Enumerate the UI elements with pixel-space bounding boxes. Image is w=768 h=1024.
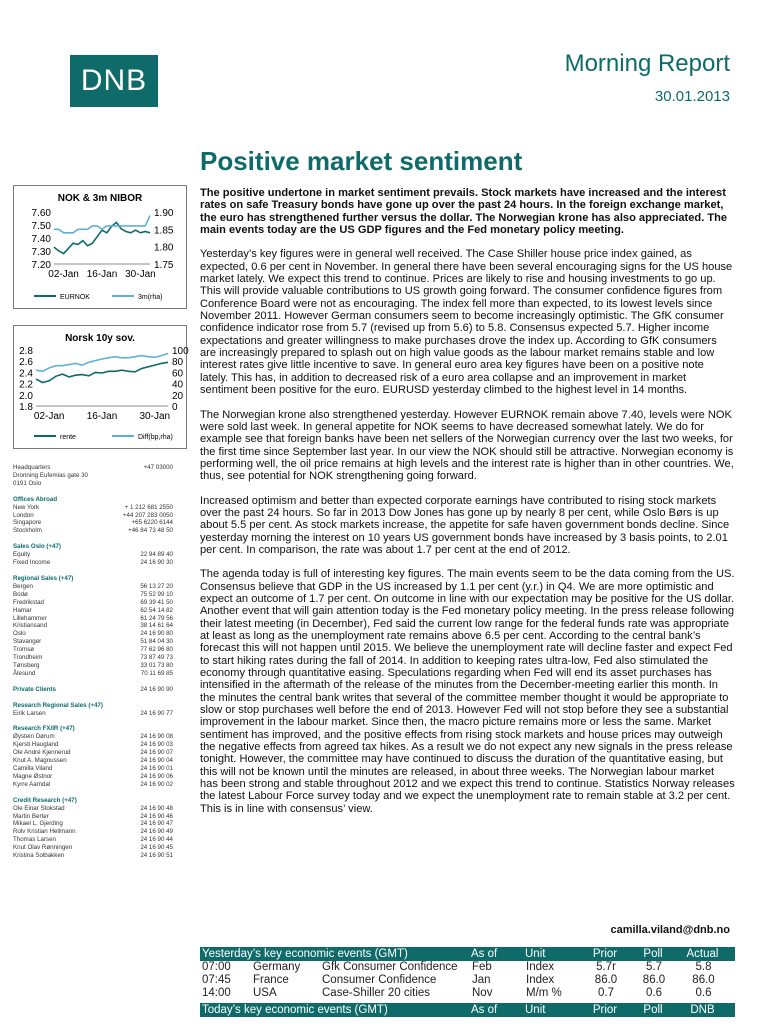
contact-phone: 38 14 61 64 (140, 622, 173, 630)
chart-title: NOK & 3m NIBOR (57, 193, 143, 204)
col-prior: Prior (592, 948, 618, 960)
contact-row (13, 638, 173, 646)
contact-phone: 24 16 90 04 (140, 757, 173, 765)
contact-name: Bergen (13, 582, 33, 590)
contact-phone: 24 16 90 03 (140, 741, 173, 749)
event-name: Case-Shiller 20 cities (322, 987, 431, 999)
contact-phone: +65 6220 6144 (131, 519, 173, 527)
event-row (200, 961, 735, 974)
contact-row (13, 551, 173, 559)
contact-row (13, 519, 173, 527)
event-actual: 0.6 (695, 987, 712, 999)
legend-label: Diff(bp,rha) (138, 434, 173, 441)
chart-title: Norsk 10y sov. (65, 333, 135, 344)
contact-phone: 24 16 90 08 (140, 733, 173, 741)
y-left-tick: 7.60 (31, 208, 51, 219)
contact-phone: 62 54 14 82 (140, 606, 173, 614)
chart-nok-nibor (13, 185, 187, 309)
contact-name: Ole Einar Stokstad (13, 804, 65, 812)
contact-phone: 22 94 89 40 (140, 551, 173, 559)
contact-name: Ole André Kjennerud (13, 749, 71, 757)
contact-phone: 73 87 49 73 (140, 654, 173, 662)
event-country: Germany (253, 961, 301, 973)
y-left-tick: 2.0 (19, 390, 33, 402)
y-left-tick: 2.6 (19, 357, 33, 369)
contact-name: Fixed Income (13, 559, 51, 567)
headquarters-label: Headquarters (13, 464, 51, 471)
contact-row (13, 670, 173, 678)
contact-row (13, 686, 173, 694)
report-title: Morning Report (564, 50, 730, 77)
contact-name: Magne Østnor (13, 772, 53, 780)
contact-sidebar (13, 464, 173, 860)
contact-name: Kristiansand (13, 622, 48, 630)
contact-name: Lillehammer (13, 614, 47, 622)
contact-row (13, 662, 173, 670)
y-left-tick: 7.50 (31, 221, 51, 232)
contact-row (13, 710, 173, 718)
event-time: 07:00 (202, 961, 231, 973)
contact-row (13, 599, 173, 607)
contact-row (13, 646, 173, 654)
col-poll: Poll (643, 1004, 663, 1016)
contact-section-title: Sales Oslo (+47) (13, 543, 61, 551)
contact-phone: 24 16 90 48 (140, 804, 173, 812)
col-unit: Unit (525, 1004, 546, 1016)
contact-section-title: Research Regional Sales (+47) (13, 701, 103, 709)
chart-norsk-10y-svg (14, 326, 189, 448)
contact-row (13, 749, 173, 757)
contact-row (13, 607, 173, 615)
contact-phone: 24 16 90 07 (140, 749, 173, 757)
contact-name: Kristina Solbakken (13, 852, 65, 860)
contact-row (13, 836, 173, 844)
contact-name: Eirik Larsen (13, 709, 46, 717)
contact-row (13, 733, 173, 741)
article-paragraph: Increased optimism and better than expected corporate earnings have contributed to rising stock markets over the past 24 hours. So far in 2013 Dow Jones has gone up by nearly 8 per cent, while Oslo Børs is up about 5.5 per cent. As stock markets increase, the appetite for safe haven government bonds decline. Since yesterday morning the interest on 10 years US government bonds have increased by 3 basis points, to 2.01 per cent. In comparison, the rate was about 1.7 per cent at the end of 2012. (200, 494, 730, 556)
event-prior: 5.7r (596, 961, 616, 973)
contact-row (13, 504, 173, 512)
event-poll: 5.7 (646, 961, 662, 973)
contact-row (13, 622, 173, 630)
contact-name: New York (13, 503, 40, 511)
contact-phone: 24 16 90 77 (140, 709, 173, 717)
contact-name: Private Clients (13, 685, 56, 693)
today-header-title: Today’s key economic events (GMT) (202, 1004, 388, 1016)
article-paragraph: Yesterday’s key figures were in general well received. The Case Shiller house price index gained, as expected, 0.6 per cent in November. In general there have been several encouraging signs for the US house market lately. We expect this trend to continue. Prices are likely to rise and housing investments to go up. This will provide valuable contributions to US growth going forward. The consumer confidence figures from Conference Board were not as encouraging. The index fell more than expected, to its lowest levels since November 2011. However German consumers seem to become increasingly optimistic. The GfK consumer confidence indicator rose from 5.7 (revised up from 5.6) to 5.8. Consensus expected 5.7. Higher income expectations and greater willingness to make purchases drove the index up. According to GfK consumers are increasingly prepared to splash out on high value goods as the labour market remains stable and low interest rates give little incentive to save. In general euro area key figures have been on a positive note lately. This has, in addition to decreased risk of a euro area collapse and an improvement in market sentiment been positive for the euro. EURUSD yesterday climbed to the highest level in 14 months. (200, 248, 733, 397)
contact-name: Bodø (13, 590, 28, 598)
contact-phone: 24 16 90 01 (140, 765, 173, 772)
event-name: Gfk Consumer Confidence (322, 961, 458, 973)
event-unit: M/m % (526, 987, 562, 999)
contact-name: Stavanger (13, 638, 42, 646)
contact-phone: 61 24 79 56 (140, 614, 173, 622)
event-actual: 5.8 (695, 961, 712, 973)
contact-phone: 75 52 99 10 (140, 590, 173, 598)
y-right-tick: 80 (172, 357, 184, 369)
y-left-tick: 2.2 (19, 379, 33, 391)
contact-name: Oslo (13, 630, 26, 638)
x-tick: 02-Jan (48, 269, 79, 280)
y-left-tick: 1.8 (19, 402, 33, 413)
article-paragraph: The Norwegian krone also strengthened yesterday. However EURNOK remain above 7.40, levels were NOK were sold last week. In general appetite for NOK seems to have decreased somewhat lately. We do for example see that foreign banks have been net sellers of the Norwegian currency over the last two weeks, for the first time since September last year. In our view the NOK should still be attractive. Norwegian economy is performing well, the oil price remains at high levels and the interest rate is higher than in other countries. We, thus, see potential for NOK strengthening going forward. (200, 408, 734, 483)
series-line-0 (54, 222, 150, 253)
contact-name: Knut Olav Rønningen (13, 844, 73, 852)
y-right-tick: 40 (172, 379, 184, 391)
report-date: 30.01.2013 (654, 88, 730, 105)
contact-row (13, 512, 173, 520)
contact-phone: +44 207 283 0050 (122, 511, 173, 519)
event-name: Consumer Confidence (322, 974, 437, 986)
contact-name: Tromsø (13, 646, 35, 654)
key-events-table (200, 947, 735, 1017)
contact-name: Singapore (13, 519, 42, 527)
col-prior: Prior (592, 1004, 618, 1016)
contact-phone: 70 11 69 85 (140, 669, 173, 677)
contact-name: Hamar (13, 606, 32, 614)
contact-name: Kjersti Haugland (13, 741, 59, 749)
contact-phone: 24 16 90 02 (140, 780, 173, 788)
today-events-header (200, 1003, 735, 1017)
dnb-logo: DNB (70, 55, 158, 107)
y-right-tick: 1.90 (154, 208, 174, 219)
y-right-tick: 1.75 (154, 260, 174, 271)
legend-label: 3m(rha) (138, 294, 163, 301)
contact-phone: 24 16 90 06 (140, 772, 173, 780)
headquarters-row (13, 464, 173, 472)
contact-phone: 33 01 73 80 (140, 661, 173, 669)
contact-phone: + 1 212 681 2550 (124, 503, 173, 511)
headquarters-address: 0191 Oslo (13, 479, 42, 487)
contact-row (13, 852, 173, 860)
event-unit: Index (526, 961, 555, 973)
event-country: France (253, 974, 289, 986)
contact-row (13, 615, 173, 623)
y-left-tick: 2.4 (19, 368, 33, 380)
contact-phone: 24 16 90 80 (140, 630, 173, 638)
event-unit: Index (526, 974, 555, 986)
contact-phone: 24 16 90 90 (140, 685, 173, 693)
col-as-of: As of (471, 948, 498, 960)
col-dnb: DNB (690, 1004, 715, 1016)
author-email[interactable]: camilla.viland@dnb.no (610, 924, 730, 936)
contact-row (13, 844, 173, 852)
x-tick: 30-Jan (125, 269, 156, 280)
headquarters-phone: +47 03000 (143, 464, 173, 471)
x-tick: 02-Jan (33, 411, 65, 422)
main-article (200, 187, 735, 827)
contact-row (13, 757, 173, 765)
y-left-tick: 7.30 (31, 247, 51, 258)
contact-name: Camilla Viland (13, 765, 53, 772)
contact-row (13, 781, 173, 789)
y-right-tick: 1.85 (154, 225, 174, 237)
x-tick: 16-Jan (86, 269, 118, 280)
contact-phone: 24 16 90 47 (140, 820, 173, 828)
event-as-of: Feb (472, 961, 492, 973)
contact-phone: 24 16 90 45 (140, 844, 173, 852)
event-poll: 0.6 (646, 987, 662, 999)
contact-section-title: Offices Abroad (13, 495, 58, 503)
contact-phone: 24 16 90 46 (140, 812, 173, 820)
event-as-of: Nov (472, 987, 493, 999)
yesterday-header-title: Yesterday’s key economic events (GMT) (202, 948, 408, 960)
contact-row (13, 828, 173, 836)
y-left-tick: 2.8 (19, 346, 33, 357)
event-as-of: Jan (472, 974, 491, 986)
contact-section-title: Research FX/IR (+47) (13, 725, 75, 733)
lead-paragraph: The positive undertone in market sentiment prevails. Stock markets have increased and the interest rates on safe Treasury bonds have gone up over the past 24 hours. In the foreign exchange market, the euro has strengthened further versus the dollar. The Norwegian krone has also appreciated. The main events today are the US GDP figures and the Fed monetary policy meeting. (200, 187, 728, 237)
chart-norsk-10y (13, 325, 187, 449)
contact-row (13, 765, 173, 773)
y-left-tick: 7.40 (31, 234, 51, 245)
y-right-tick: 20 (172, 390, 184, 402)
contact-section-title: Regional Sales (+47) (13, 574, 74, 582)
y-left-tick: 7.20 (31, 260, 51, 271)
col-poll: Poll (643, 948, 663, 960)
contact-phone: 69 39 41 50 (140, 598, 173, 606)
col-actual: Actual (686, 948, 719, 960)
event-poll: 86.0 (642, 974, 666, 986)
headline: Positive market sentiment (200, 146, 523, 176)
chart-nok-nibor-svg (14, 186, 186, 308)
x-tick: 16-Jan (86, 411, 118, 422)
contact-name: Martin Berter (13, 812, 49, 820)
contact-row (13, 654, 173, 662)
contact-phone: 24 16 90 51 (140, 852, 173, 860)
series-line-1 (36, 353, 168, 371)
contact-name: Fredrikstad (13, 598, 44, 606)
contact-phone: 24 16 90 49 (140, 828, 173, 836)
contact-name: Stockholm (13, 527, 42, 535)
contact-phone: 77 62 96 80 (140, 646, 173, 654)
event-prior: 86.0 (594, 974, 618, 986)
contact-name: Equity (13, 551, 31, 559)
event-country: USA (253, 987, 277, 999)
contact-name: Ålesund (13, 669, 36, 677)
article-paragraph: The agenda today is full of interesting key figures. The main events seem to be the data coming from the US. Consensus believe that GDP in the US increased by 1.1 per cent (y.r.) in Q4. We are more optimistic and expect an outcome of 1.7 per cent. On outcome in line with our expectation may be positive for the US dollar. Another event that will gain attention today is the Fed monetary policy meeting. In the press release following their latest meeting (in December), Fed said the current low range for the federal funds rate was appropriate at least as long as the unemployment rate remains above 6.5 per cent. According to the central bank’s forecast this will not happen until 2015. We believe the unemployment rate will decline faster and expect Fed to start hiking rates during the fall of 2014. In addition to keeping rates ultra-low, Fed also stimulated the economy through quantitative easing. Speculations regarding when Fed will end its asset purchases has intensified in the aftermath of the release of the minutes from the December-meeting earlier this month. In the minutes the central bank writes that several of the committee member thought it would be appropriate to slow or stop purchases well before the end of 2013. However Fed will not stop before they see a substantial improvement in the labour market. Since then, the macro picture remains more or less the same. Market sentiment has improved, and the positive effects from rising stock markets and house prices may outweigh the negative effects from agreed tax hikes. As a result we do not expect any new signals in the press release tonight. However, the committee may have continued to discuss the duration of the quantitative easing, but this will not be known until the minutes are released, in about three weeks. The Norwegian labour market has been strong and stable throughout 2012 and we expect this trend to continue. Statistics Norway releases the latest Labour Force survey today and we expect the unemployment rate to remain stable at 3.2 per cent. This is in line with consensus’ view. (200, 568, 735, 815)
event-prior: 0.7 (598, 987, 614, 999)
contact-section-title: Credit Research (+47) (13, 796, 77, 804)
y-right-tick: 100 (172, 346, 189, 357)
contact-name: Kyrre Aamdal (13, 780, 51, 788)
contact-row (13, 741, 173, 749)
col-unit: Unit (525, 948, 546, 960)
legend-label: rente (60, 434, 76, 441)
contact-phone: 56 13 27 20 (140, 582, 173, 590)
contact-row (13, 773, 173, 781)
y-right-tick: 60 (172, 368, 184, 380)
contact-phone: 24 16 90 44 (140, 836, 173, 844)
event-time: 14:00 (202, 987, 231, 999)
contact-row (13, 813, 173, 821)
legend-label: EURNOK (60, 294, 90, 301)
event-time: 07:45 (202, 974, 231, 986)
contact-row (13, 591, 173, 599)
headquarters-address: Dronning Eufemias gate 30 (13, 471, 88, 479)
contact-row (13, 630, 173, 638)
yesterday-events-header (200, 947, 735, 961)
contact-name: Trondheim (13, 654, 43, 662)
event-row (200, 987, 735, 1000)
y-right-tick: 1.80 (154, 242, 174, 254)
contact-name: Tønsberg (13, 661, 40, 669)
contact-name: Øystein Dørum (13, 733, 55, 741)
y-right-tick: 0 (172, 402, 178, 413)
contact-row (13, 805, 173, 813)
contact-row (13, 583, 173, 591)
contact-row (13, 559, 173, 567)
event-actual: 86.0 (692, 974, 715, 986)
col-as-of: As of (471, 1004, 498, 1016)
contact-phone: +46 84 73 48 50 (128, 527, 173, 535)
x-tick: 30-Jan (139, 411, 171, 422)
contact-name: Knut A. Magnussen (13, 757, 67, 765)
contact-phone: 51 84 04 30 (140, 638, 173, 646)
contact-name: Rolv Kristian Hellmann (13, 828, 76, 836)
contact-name: London (13, 511, 34, 519)
contact-row (13, 527, 173, 535)
contact-phone: 24 16 90 30 (140, 559, 173, 567)
contact-row (13, 820, 173, 828)
contact-name: Mikael L. Gjerding (13, 820, 63, 828)
contact-name: Thomas Larsen (13, 836, 56, 844)
event-row (200, 974, 735, 987)
